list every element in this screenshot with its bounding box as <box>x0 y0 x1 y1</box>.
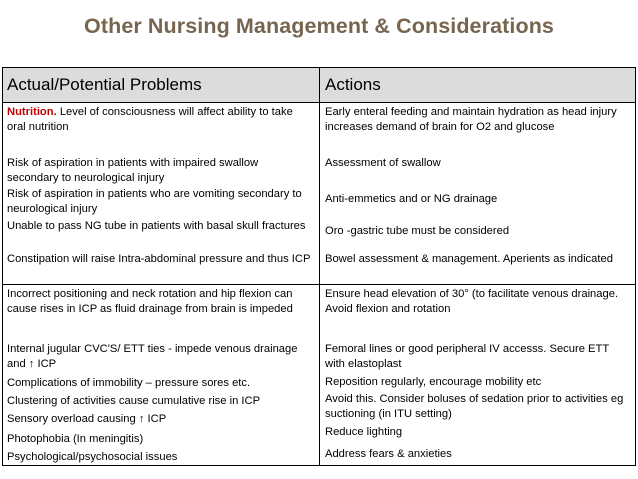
header-problems: Actual/Potential Problems <box>7 75 202 94</box>
table-row-action: Reduce lighting <box>325 426 403 438</box>
table-row-action: Anti-emmetics and or NG drainage <box>325 193 498 205</box>
table-row-problem: Nutrition. Level of consciousness will affect ability to take oral nutrition <box>7 106 293 133</box>
table-row-action: Avoid this. Consider boluses of sedation prior to activities eg suctioning (in ITU setting) <box>325 393 624 420</box>
table-row-action: Ensure head elevation of 30° (to facilitate venous drainage. Avoid flexion and rotation <box>325 288 619 315</box>
table-row-problem: Photophobia (In meningitis) <box>7 433 144 445</box>
header-actions: Actions <box>325 75 381 94</box>
table-row-problem: Complications of immobility – pressure sores etc. <box>7 377 251 389</box>
table-row-problem: Psychological/psychosocial issues <box>7 451 178 463</box>
table-row-problem: Risk of aspiration in patients who are vomiting secondary to neurological injury <box>7 188 302 215</box>
table-row-problem: Internal jugular CVC'S/ ETT ties - impede venous drainage and ↑ ICP <box>7 343 298 370</box>
section-divider <box>3 284 635 285</box>
table-row-action: Reposition regularly, encourage mobility etc <box>325 376 542 388</box>
table-row-problem: Unable to pass NG tube in patients with basal skull fractures <box>7 220 306 232</box>
table-row-problem: Sensory overload causing ↑ ICP <box>7 413 167 425</box>
table-row-problem: Risk of aspiration in patients with impaired swallow secondary to neurological injury <box>7 157 259 184</box>
table-row-action: Early enteral feeding and maintain hydration as head injury increases demand of brain for O2 and glucose <box>325 106 617 133</box>
table-row-problem: Constipation will raise Intra-abdominal pressure and thus ICP <box>7 253 311 265</box>
column-divider <box>319 68 320 465</box>
table-row-problem: Incorrect positioning and neck rotation and hip flexion can cause rises in ICP as fluid drainage from brain is impeded <box>7 288 293 315</box>
table-row-action: Femoral lines or good peripheral IV accesss. Secure ETT with elastoplast <box>325 343 609 370</box>
table-row-action: Bowel assessment & management. Aperients as indicated <box>325 253 613 265</box>
nursing-table <box>2 67 636 466</box>
table-row-action: Oro -gastric tube must be considered <box>325 225 510 237</box>
nutrition-label: Nutrition. <box>7 106 57 118</box>
table-row-action: Assessment of swallow <box>325 157 441 169</box>
page-title: Other Nursing Management & Considerations <box>84 14 554 38</box>
table-row-problem: Clustering of activities cause cumulative rise in ICP <box>7 395 261 407</box>
table-row-action: Address fears & anxieties <box>325 448 452 460</box>
